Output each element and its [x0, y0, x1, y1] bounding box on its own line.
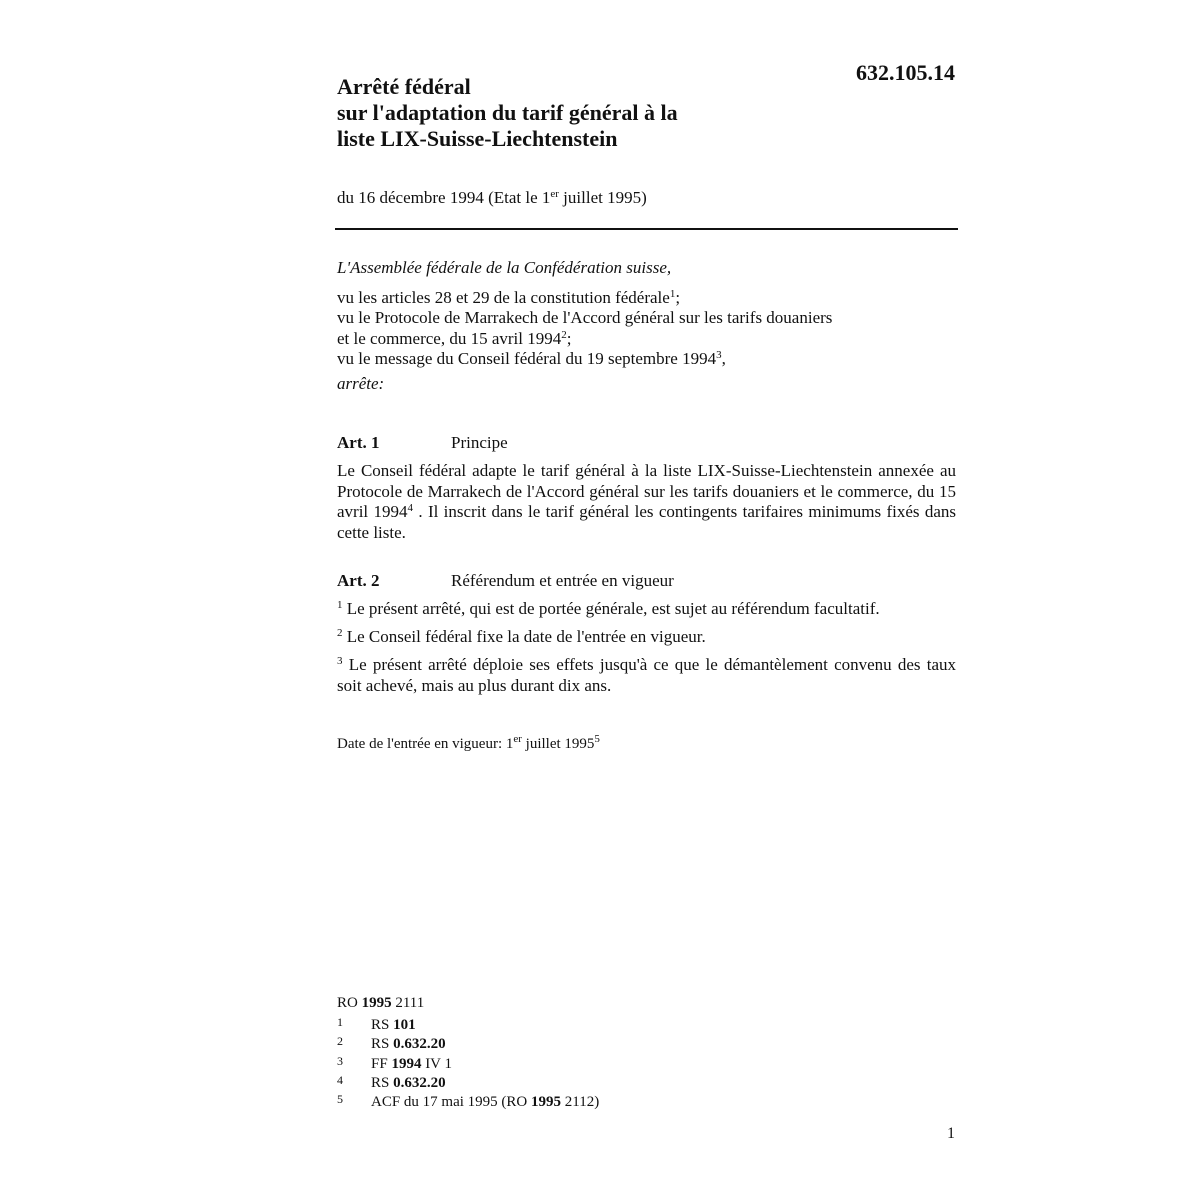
document-date: du 16 décembre 1994 (Etat le 1er juillet 1995)	[337, 188, 647, 207]
document-number: 632.105.14	[856, 60, 955, 85]
page-number: 1	[947, 1125, 955, 1142]
article-2-paragraph-2: $^2$ Le Conseil fédéral fixe la date de l'entrée en vigueur.	[337, 627, 706, 646]
footnote: 3 FF 1994 IV 1	[337, 1053, 452, 1072]
header-divider	[335, 228, 958, 230]
footnote-ref[interactable]: 3	[716, 349, 722, 361]
entry-into-force: Date de l'entrée en vigueur: 1er juillet 1995$^5$	[337, 733, 600, 752]
footnotes	[337, 1014, 599, 1110]
article-1-heading	[337, 433, 508, 453]
preamble-decides: arrête:	[337, 373, 385, 393]
footnote-ref[interactable]: 5	[594, 733, 600, 745]
article-number: Art. 2	[337, 571, 380, 590]
preamble-line: vu le message du Conseil fédéral du 19 septembre 1994$^3$,	[337, 349, 726, 368]
footnote: 2 RS 0.632.20	[337, 1034, 446, 1053]
document-title	[337, 74, 797, 152]
footnote: 5 ACF du 17 mai 1995 (RO 1995 2112)	[337, 1092, 600, 1111]
footnote-ref[interactable]: 4	[407, 502, 413, 514]
footnote: 4 RS 0.632.20	[337, 1072, 446, 1091]
article-1-text: Le Conseil fédéral adapte le tarif général à la liste LIX-Suisse-Liechtenstein annexée au Protocole de Marrakech de l'Accord général sur les tarifs douaniers et le commerce, du 15 avril 1994$^4$ . Il inscrit dans le tarif général les contingents tarifaires minimums fixés dans cette liste.	[337, 461, 956, 542]
ro-reference: RO 1995 2111	[337, 995, 425, 1011]
title-line: sur l'adaptation du tarif général à la	[337, 100, 678, 125]
article-2-paragraph-3: $^3$ Le présent arrêté déploie ses effets jusqu'à ce que le démantèlement convenu des taux soit achevé, mais au plus durant dix ans.	[337, 655, 956, 695]
article-number: Art. 1	[337, 433, 380, 452]
title-line: liste LIX-Suisse-Liechtenstein	[337, 126, 618, 151]
preamble-line: vu le Protocole de Marrakech de l'Accord général sur les tarifs douaniers	[337, 308, 833, 327]
article-2-heading	[337, 571, 674, 591]
preamble-authority: L'Assemblée fédérale de la Confédération suisse,	[337, 258, 672, 277]
preamble	[337, 258, 957, 394]
preamble-line: et le commerce, du 15 avril 1994$^2$;	[337, 328, 572, 348]
preamble-line: vu les articles 28 et 29 de la constitution fédérale$^1$;	[337, 287, 681, 307]
article-title: Référendum et entrée en vigueur	[451, 571, 674, 590]
footnote-ref[interactable]: 1	[669, 287, 676, 300]
article-title: Principe	[451, 433, 508, 452]
article-2-paragraph-1: $^1$ Le présent arrêté, qui est de portée générale, est sujet au référendum facultatif.	[337, 599, 880, 618]
footnote: 1 RS 101	[337, 1015, 416, 1033]
footnote-ref[interactable]: 2	[561, 328, 567, 341]
title-line: Arrêté fédéral	[337, 74, 471, 99]
